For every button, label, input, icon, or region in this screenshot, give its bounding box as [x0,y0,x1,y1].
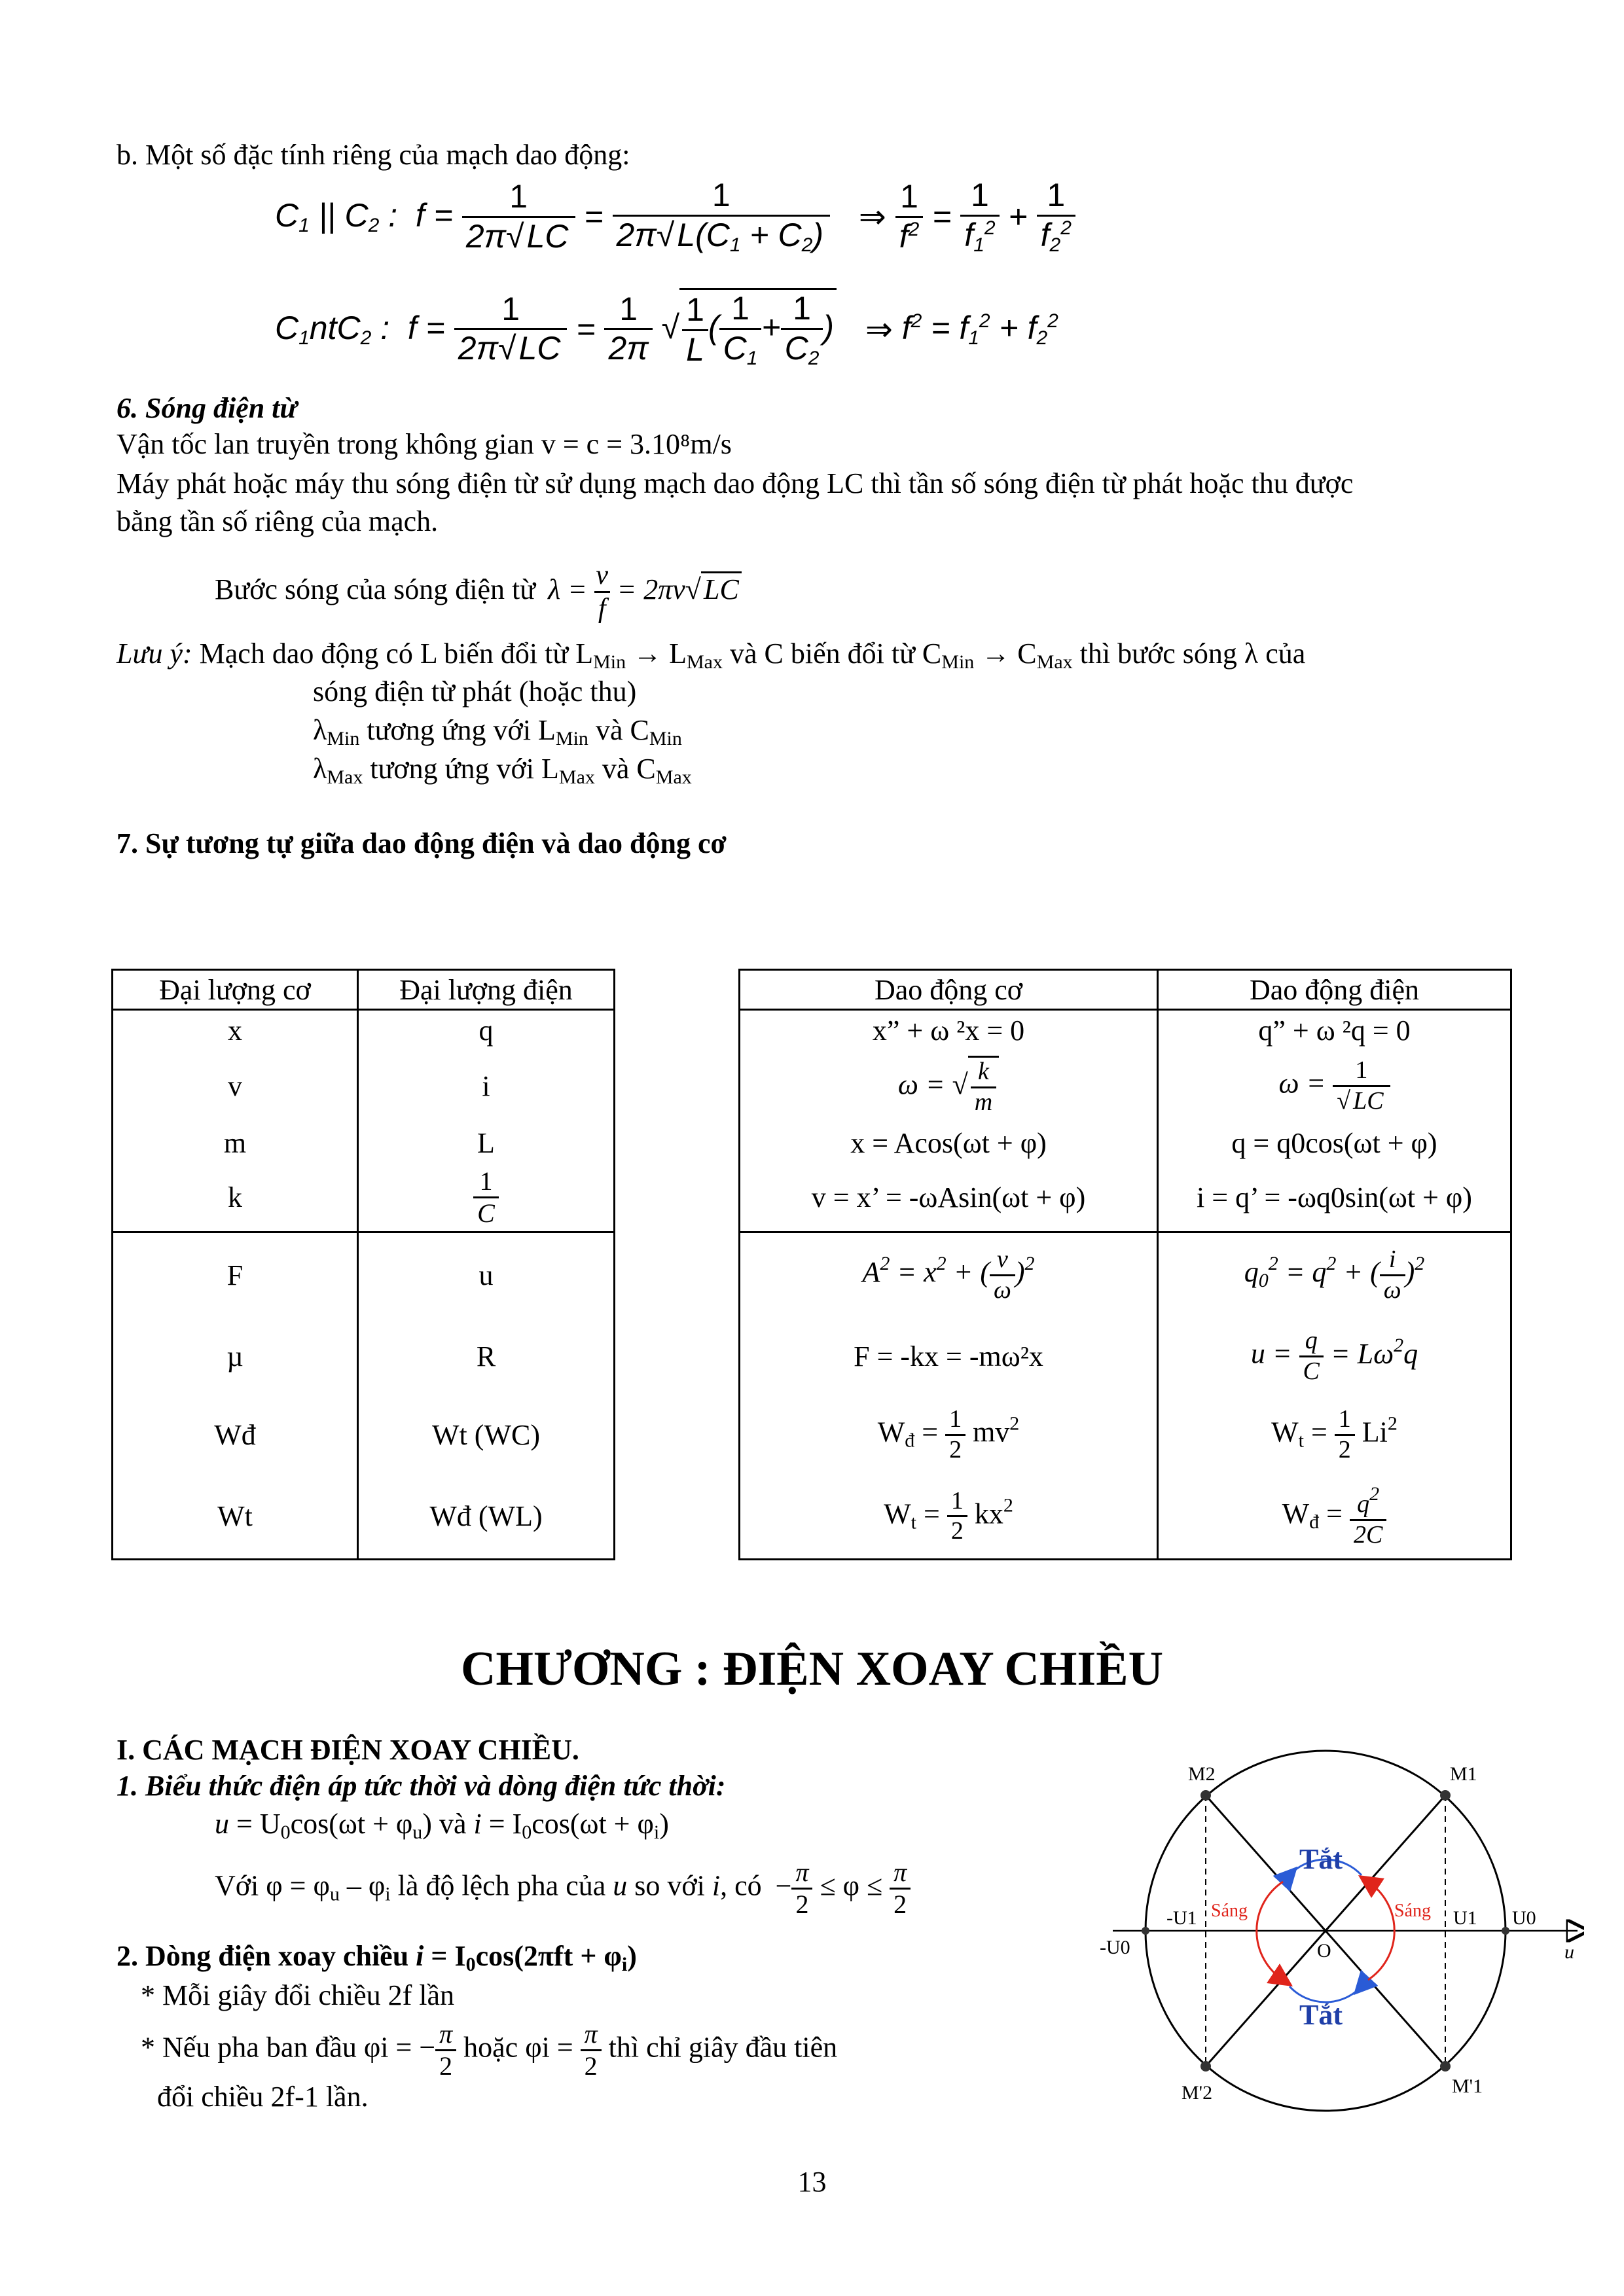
point-neg-u0 [1142,1927,1149,1935]
label-m1: M1 [1450,1763,1477,1785]
table-row: $W_đ$ = $\frac{q^2}{2C}$ [1158,1475,1511,1560]
table-row: $W_đ$ = $\frac{1}{2}$ $mv^2$ [740,1396,1158,1475]
table-row: i = q’ = -ωq0sin(ωt + φ) [1158,1164,1511,1232]
wavelength-label: Bước sóng của sóng điện từ [215,573,536,605]
table-row: q = q0cos(ωt + φ) [1158,1122,1511,1164]
label-o: O [1317,1940,1331,1962]
label-sang-right: Sáng [1394,1901,1431,1921]
table-row: x” + ω ²x = 0 [740,1010,1158,1050]
label-tat-bottom: Tắt [1299,1999,1343,2031]
heading-6: 6. Sóng điện từ [117,392,297,424]
point-m2p [1200,2061,1211,2072]
note-line-2: sóng điện từ phát (hoặc thu) [313,675,637,708]
label-u: u [1564,1941,1574,1963]
phase-circle-diagram [1087,1728,1584,2121]
table-right-header-2: Dao động điện [1158,970,1511,1010]
point-m1p [1440,2061,1451,2072]
heading-b: b. Một số đặc tính riêng của mạch dao động: [117,139,630,171]
heading-I-2: 2. Dòng điện xoay chiều $i = I_0\cos(2\pi ft + \varphi_i)$ [117,1940,637,1975]
label-neg-u1: -U1 [1166,1907,1197,1929]
table-right [738,969,1512,1560]
table-row: v = x’ = -ωAsin(ωt + φ) [740,1164,1158,1232]
point-u0 [1502,1927,1509,1935]
table-row: x = Acos(ωt + φ) [740,1122,1158,1164]
label-m2: M2 [1188,1763,1216,1785]
table-row: µ [113,1318,358,1396]
phase-line: Với $\varphi = \varphi_u - \varphi_i$ là độ lệch pha của u so với i, có − $\frac{\pi}{2}$ ≤ φ ≤ $\frac{\pi}{2}$ [215,1857,911,1920]
bullet-1: * Mỗi giây đổi chiều 2f lần [141,1979,455,2011]
point-m2 [1200,1790,1211,1801]
bullet-2-b: hoặc φi = [463,2031,573,2064]
table-left-header-2: Đại lượng điện [358,970,615,1010]
para-2: bằng tần số riêng của mạch. [117,505,439,537]
table-row: Wđ (WL) [358,1475,615,1560]
table-row: Wt (WC) [358,1396,615,1475]
table-left-header-1: Đại lượng cơ [113,970,358,1010]
table-row: ω = √ $\frac{k}{m}$ [740,1050,1158,1122]
chapter-title: CHƯƠNG : ĐIỆN XOAY CHIỀU [460,1642,1164,1696]
label-m2p: M'2 [1182,2082,1213,2104]
series-formula: $C_1ntC_2$ : f = $\frac{1}{2\pi√LC}$ = $\frac{1}{2\pi}$ √ $\frac{1}{L}$ ( $\frac{1}{C_1}$ + $\frac{1}{C_2}$ ) ⇒ $f^2 = f_1^2 + f_2^2$ [275,288,1058,370]
label-sang-left: Sáng [1211,1901,1248,1921]
table-row: m [113,1122,358,1164]
table-row: $\frac{1}{C}$ [358,1164,615,1232]
bullet-2: * Nếu pha ban đầu φi = − $\frac{\pi}{2}$ hoặc φi = $\frac{\pi}{2}$ thì chỉ giây đầu tiên [141,2019,838,2081]
table-row: F [113,1232,358,1318]
table-row: q” + ω ²q = 0 [1158,1010,1511,1050]
speed-text: Vận tốc lan truyền trong không gian v = c = 3.10⁸m/s [117,428,732,460]
table-row: F = -kx = -mω²x [740,1318,1158,1396]
bullet-2-a: * Nếu pha ban đầu φi = [141,2031,412,2064]
table-row: Wt [113,1475,358,1560]
table-row: $W_t$ = $\frac{1}{2}$ $kx^2$ [740,1475,1158,1560]
table-row: q [358,1010,615,1050]
page-number: 13 [797,2166,827,2198]
table-row: $W_t$ = $\frac{1}{2}$ Li$^2$ [1158,1396,1511,1475]
bullet-2-c: thì chỉ giây đầu tiên [608,2031,838,2064]
table-row: u = $\frac{q}{C}$ = $L\omega^2q$ [1158,1318,1511,1396]
table-row: $q_0^2 = q^2$ + ( $\frac{i}{\omega}$ )$^2$ [1158,1232,1511,1318]
label-tat-top: Tắt [1299,1843,1343,1875]
expr-line: $u = U_0\cos(\omega t + \varphi_u)$ và $i = I_0\cos(\omega t + \varphi_i)$ [215,1808,669,1843]
heading-I-1: 1. Biểu thức điện áp tức thời và dòng điện tức thời: [117,1770,726,1802]
parallel-formula: $C_1$ || $C_2$ : f = $\frac{1}{2\pi√LC}$ = $\frac{1}{2\pi√L(C_1 + C_2)}$ ⇒ $\frac{1}{f^2}$ = $\frac{1}{f_1^2}$ + $\frac{1}{f_2^2}$ [275,177,1075,257]
point-m1 [1440,1790,1451,1801]
para-1: Máy phát hoặc máy thu sóng điện từ sử dụng mạch dao động LC thì tần số sóng điện từ phát hoặc thu được [117,467,1354,499]
wavelength-line: Bước sóng của sóng điện từ λ = $\frac{v}{f}$ = 2πv√LC [215,560,742,625]
table-row: i [358,1050,615,1122]
note-line-4: $\lambda_{Max}$ tương ứng với $L_{Max}$ và $C_{Max}$ [313,753,692,788]
table-left [111,969,615,1560]
table-row: R [358,1318,615,1396]
table-row: k [113,1164,358,1232]
table-row: x [113,1010,358,1050]
table-row: L [358,1122,615,1164]
table-row: ω = $\frac{1}{√ LC}$ [1158,1050,1511,1122]
note-text-1: Mạch dao động có L biến đổi từ $L_{Min} \to L_{Max}$ và C biến đổi từ $C_{Min} \to C_{Max}$ thì bước sóng λ của [199,637,1306,673]
table-row: u [358,1232,615,1318]
table-row: Wđ [113,1396,358,1475]
bullet-3: đổi chiều 2f-1 lần. [157,2081,369,2113]
table-right-header-1: Dao động cơ [740,970,1158,1010]
heading-7: 7. Sự tương tự giữa dao động điện và dao động cơ [117,827,727,859]
label-u1: U1 [1453,1907,1477,1929]
note-label: Lưu ý: [117,637,192,670]
heading-I: I. CÁC MẠCH ĐIỆN XOAY CHIỀU. [117,1734,579,1766]
note-line-3: $\lambda_{Min}$ tương ứng với $L_{Min}$ và $C_{Min}$ [313,714,682,749]
label-u0: U0 [1512,1907,1536,1929]
table-row: v [113,1050,358,1122]
label-m1p: M'1 [1452,2075,1483,2097]
table-row: $A^2 = x^2$ + ( $\frac{v}{\omega}$ )$^2$ [740,1232,1158,1318]
note-line-1 [117,635,1305,681]
label-neg-u0: -U0 [1100,1937,1130,1958]
